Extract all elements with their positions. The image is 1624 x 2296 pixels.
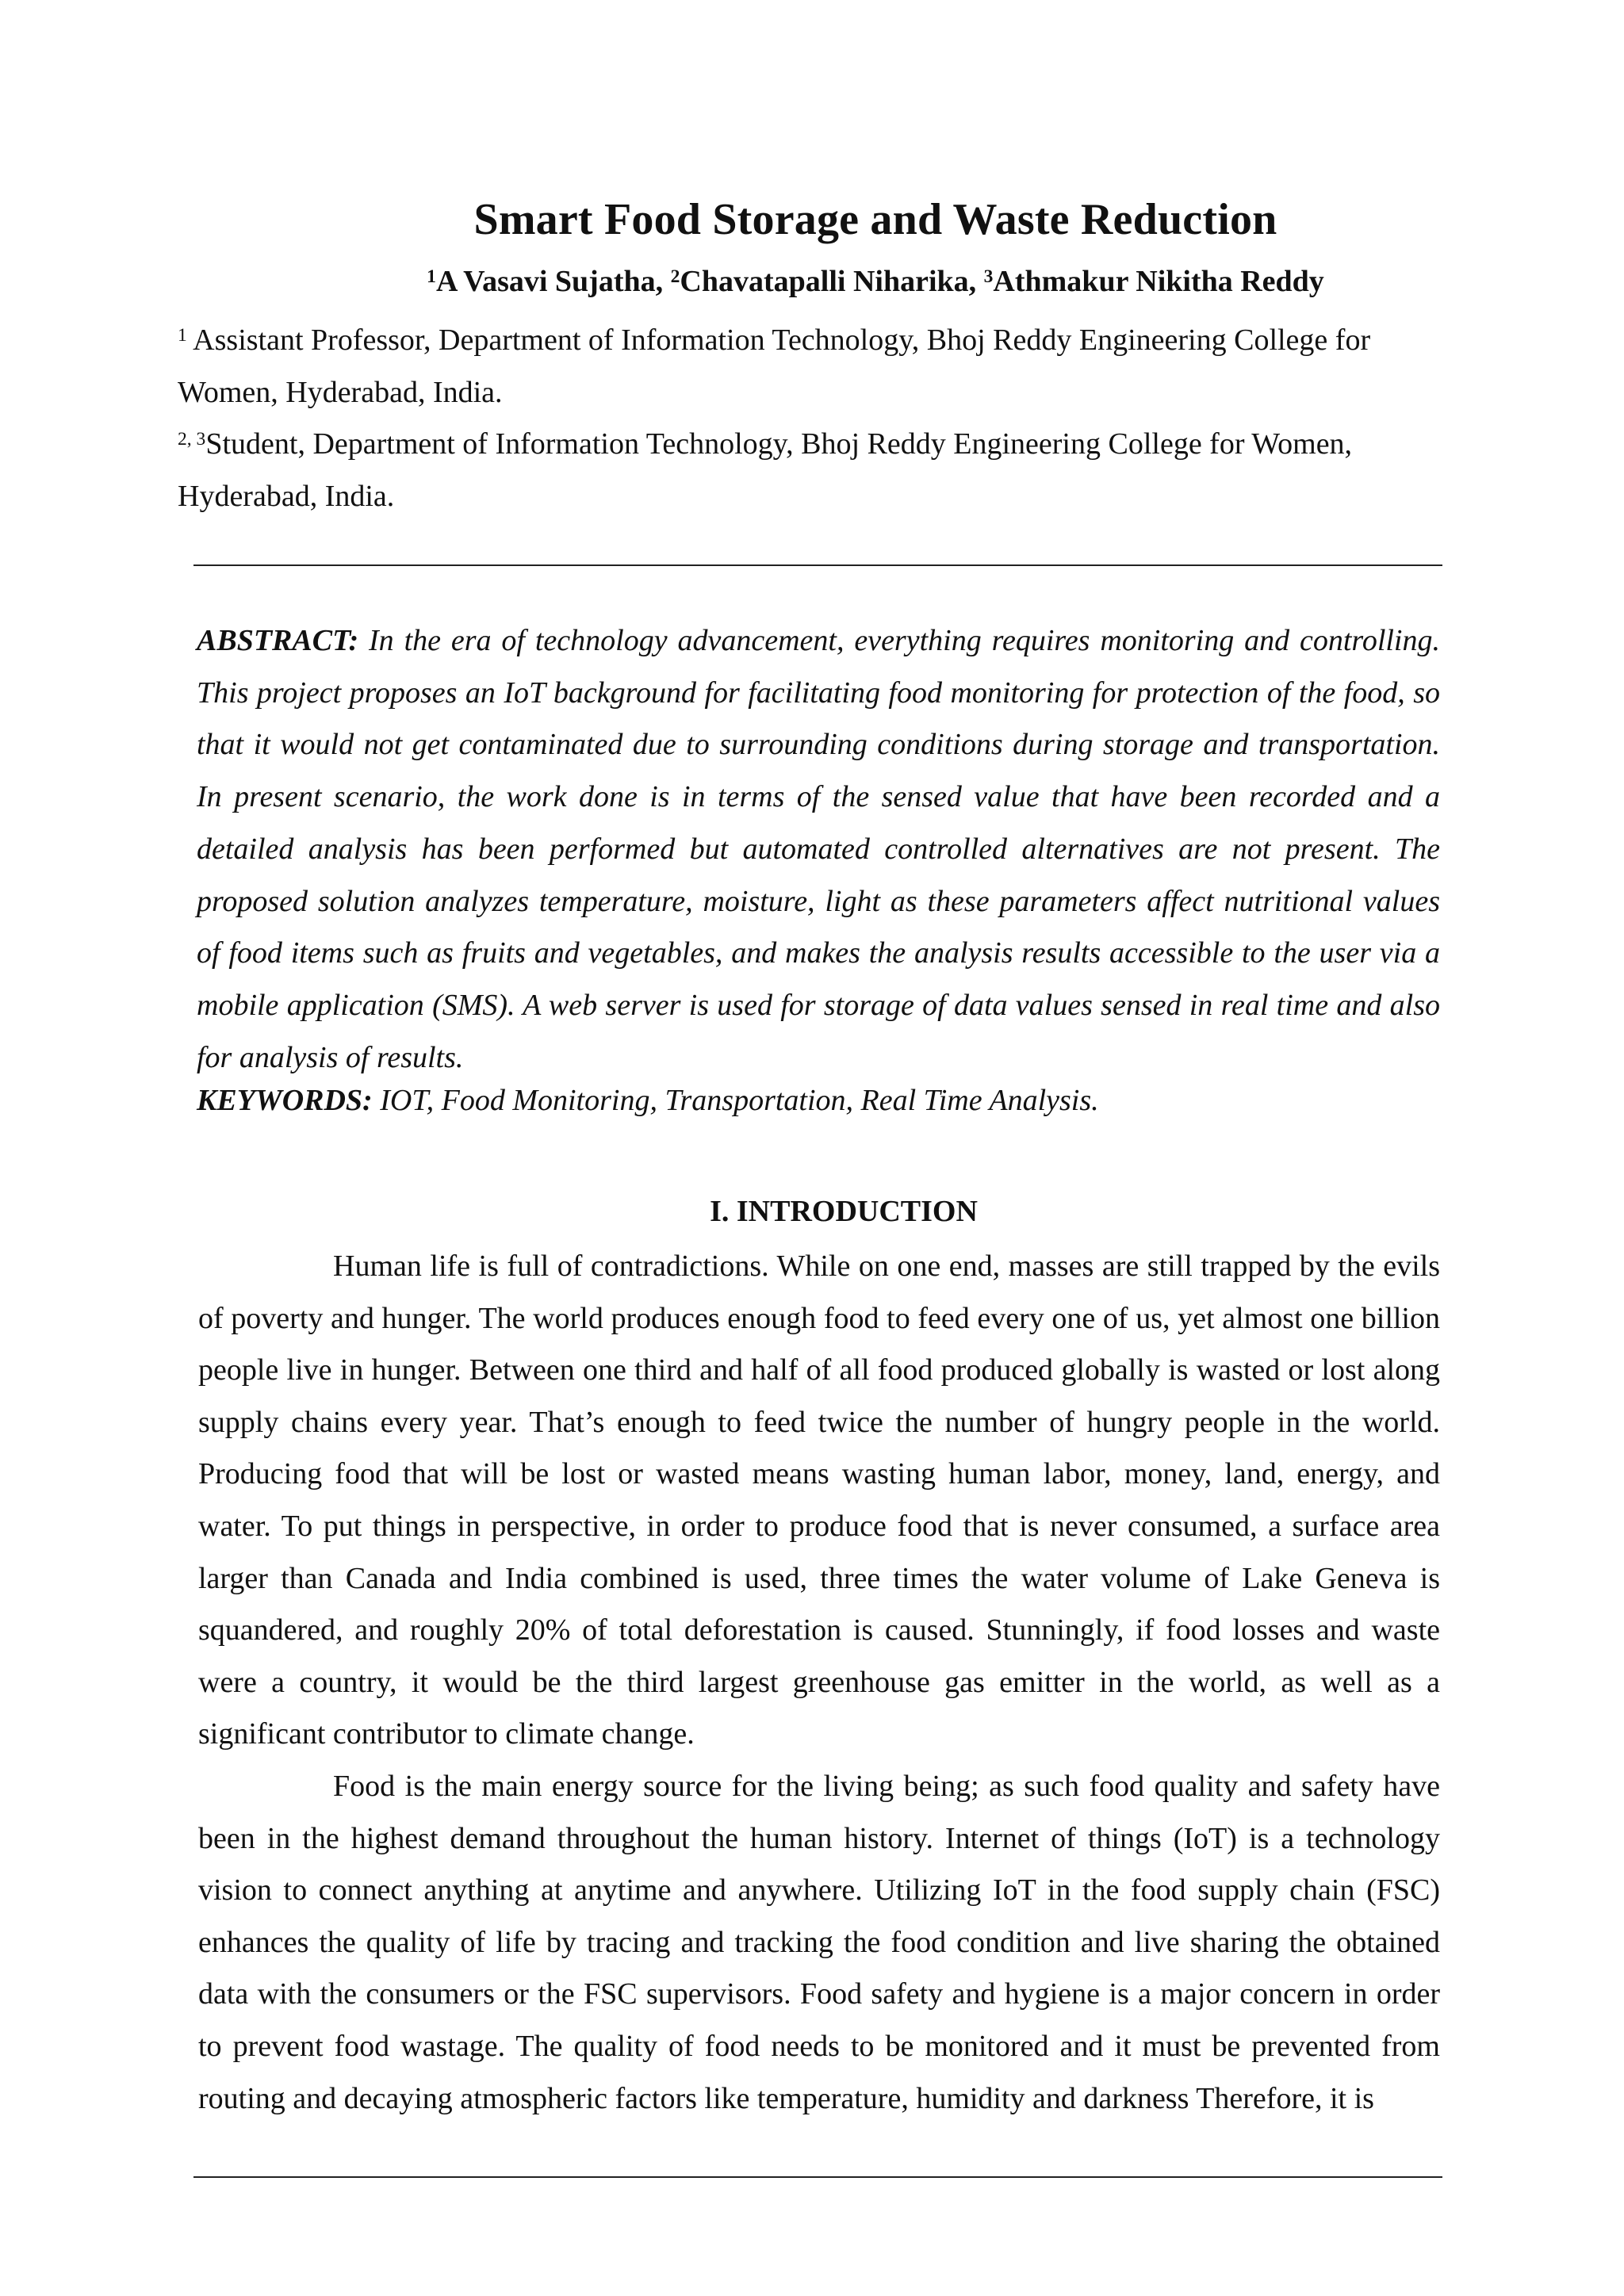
author-line [0, 262, 1624, 300]
introduction-paragraph-2: Food is the main energy source for the living being; as such food quality and safety have been in the highest demand throughout the human history. Internet of things (IoT) is a technology vision to connect anything at anytime and anywhere. Utilizing IoT in the food supply chain (FSC) enhances the quality of life by tracing and tracking the food condition and live sharing the obtained data with the consumers or the FSC supervisors. Food safety and hygiene is a major concern in order to prevent food wastage. The quality of food needs to be monitored and it must be prevented from routing and decaying atmospheric factors like temperature, humidity and darkness Therefore, it is [198, 1769, 1440, 2115]
affiliation-2-superscript: 2, 3 [178, 429, 206, 450]
introduction-heading: I. INTRODUCTION [710, 1195, 978, 1228]
affiliation-2-text-1: Student, Department of Information Technology, Bhoj Reddy Engineering College for Women, [205, 427, 1353, 461]
header-divider [193, 564, 1442, 566]
abstract-text: In the era of technology advancement, everything requires monitoring and controlling. This project proposes an IoT background for facilitating food monitoring for protection of the food, so that it would not get contaminated due to surrounding conditions during storage and transportation. In present scenario, the work done is in terms of the sensed value that have been recorded and a detailed analysis has been performed but automated controlled alternatives are not present. The proposed solution analyzes temperature, moisture, light as these parameters affect nutritional values of food items such as fruits and vegetables, and makes the analysis results accessible to the user via a mobile application (SMS). A web server is used for storage of data values sensed in real time and also for analysis of results. [197, 624, 1440, 1074]
abstract-label: ABSTRACT: [197, 624, 359, 657]
author-1-name: A Vasavi Sujatha, [435, 265, 664, 298]
paper-title: Smart Food Storage and Waste Reduction [473, 195, 1277, 244]
author-2-superscript: 2 [670, 266, 680, 288]
author-3-name: Athmakur Nikitha Reddy [993, 265, 1324, 298]
introduction-paragraph-1: Human life is full of contradictions. While on one end, masses are still trapped by the evils of poverty and hunger. The world produces enough food to feed every one of us, yet almost one billion people live in hunger. Between one third and half of all food produced globally is wasted or lost along supply chains every year. That’s enough to feed twice the number of hungry people in the world. Producing food that will be lost or wasted means wasting human labor, money, land, energy, and water. To put things in perspective, in order to produce food that is never consumed, a surface area larger than Canada and India combined is used, three times the water volume of Lake Geneva is squandered, and roughly 20% of total deforestation is caused. Stunningly, if food losses and waste were a country, it would be the third largest greenhouse gas emitter in the world, as well as a significant contributor to climate change. [198, 1249, 1440, 1751]
affiliation-1-line-2 [178, 373, 1446, 411]
affiliation-1-text-2: Women, Hyderabad, India. [178, 376, 503, 409]
affiliation-1-superscript: 1 [178, 325, 187, 346]
abstract [197, 615, 1440, 1084]
affiliation-2-text-2: Hyderabad, India. [178, 480, 395, 513]
introduction-body [198, 1241, 1440, 2125]
keywords-text: IOT, Food Monitoring, Transportation, Real Time Analysis. [372, 1084, 1099, 1117]
keywords [197, 1081, 1440, 1119]
author-2-name: Chavatapalli Niharika, [680, 265, 977, 298]
affiliation-1-text-1: Assistant Professor, Department of Information Technology, Bhoj Reddy Engineering College for [186, 323, 1371, 357]
author-1-superscript: 1 [427, 266, 436, 288]
affiliation-2-line-2 [178, 477, 1446, 515]
affiliation-2-line-1 [178, 425, 1446, 463]
author-3-superscript: 3 [983, 266, 994, 288]
footer-divider [193, 2176, 1442, 2178]
keywords-label: KEYWORDS: [197, 1084, 373, 1117]
affiliation-1-line-1 [178, 321, 1446, 359]
